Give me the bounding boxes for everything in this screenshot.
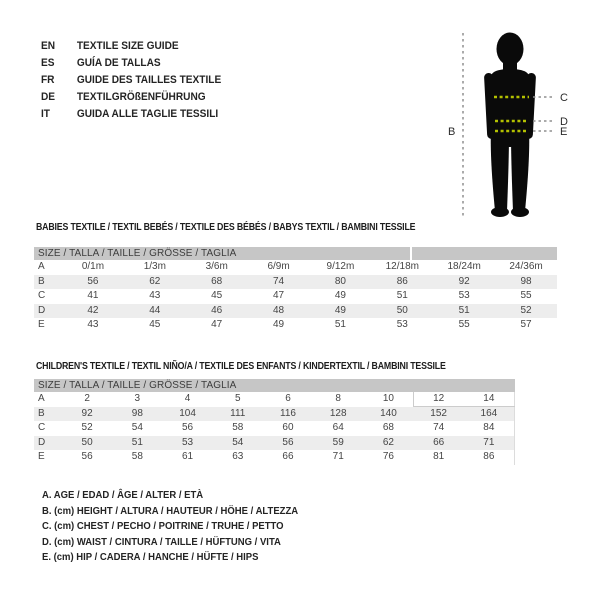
size-value: 54 (131, 422, 143, 434)
measurement-legend (42, 488, 312, 566)
language-row-it (41, 105, 221, 122)
size-value: 71 (483, 436, 495, 448)
row-letter: A (38, 393, 45, 404)
size-value: 74 (433, 422, 445, 434)
size-value: 55 (520, 290, 532, 302)
row-letter: B (38, 407, 45, 419)
size-value: 0/1m (81, 261, 105, 272)
babies-row-b (34, 275, 557, 290)
language-title: GUIDA ALLE TAGLIE TESSILI (76, 107, 219, 120)
row-letter: B (38, 275, 45, 287)
size-value: 128 (329, 407, 347, 419)
size-value: 66 (433, 436, 445, 448)
babies-size-header: SIZE / TALLA / TAILLE / GRÖSSE / TAGLIA (34, 247, 557, 260)
size-value: 47 (211, 319, 223, 331)
babies-section-title: BABIES TEXTILE / TEXTIL BEBÉS / TEXTILE DES BÉBÉS / BABYS TEXTIL / BAMBINI TESSILE (36, 222, 416, 233)
language-row-fr (41, 71, 221, 88)
size-value: 164 (480, 407, 498, 419)
size-value: 56 (81, 451, 93, 463)
size-value: 84 (483, 422, 495, 434)
size-value: 2 (84, 393, 90, 404)
size-value: 44 (149, 304, 161, 316)
size-value: 51 (131, 436, 143, 448)
size-value: 43 (87, 319, 99, 331)
babies-row-d (34, 304, 557, 319)
size-value: 104 (179, 407, 196, 419)
size-value: 56 (181, 422, 194, 434)
row-letter: A (38, 261, 45, 272)
hip-label: E (560, 126, 568, 138)
size-value: 98 (131, 407, 143, 419)
size-value: 57 (520, 319, 532, 331)
language-code: DE (41, 90, 56, 103)
size-value: 1/3m (143, 261, 166, 272)
size-value: 66 (282, 451, 294, 463)
row-letter: C (38, 422, 46, 434)
language-title: TEXTILGRÖßENFÜHRUNG (76, 90, 206, 103)
size-value: 58 (131, 451, 143, 463)
babies-table-rows (34, 260, 557, 333)
size-value: 71 (332, 451, 344, 463)
size-value: 24/36m (509, 261, 543, 272)
babies-header-notch-artifact (410, 247, 412, 261)
legend-line-d: D. (cm) WAIST / CINTURA / TAILLE / HÜFTUNG / VITA (42, 536, 281, 548)
size-value: 56 (282, 436, 294, 448)
size-value: 92 (81, 407, 93, 419)
size-value: 47 (273, 290, 285, 302)
size-value: 46 (211, 304, 223, 316)
language-list (41, 37, 237, 122)
legend-line-b: B. (cm) HEIGHT / ALTURA / HAUTEUR / HÖHE / ALTEZZA (42, 505, 299, 517)
language-title: GUIDE DES TAILLES TEXTILE (76, 73, 222, 86)
size-value: 49 (334, 304, 346, 316)
size-value: 4 (184, 393, 191, 404)
size-value: 80 (334, 275, 346, 287)
children-section-title: CHILDREN'S TEXTILE / TEXTIL NIÑO/A / TEXTILE DES ENFANTS / KINDERTEXTIL / BAMBINI TESSILE (36, 361, 446, 372)
chest-label: C (560, 92, 568, 104)
row-letter: C (38, 290, 46, 302)
size-value: 51 (458, 304, 470, 316)
size-value: 52 (81, 422, 93, 434)
legend-line-e: E. (cm) HIP / CADERA / HANCHE / HÜFTE / HIPS (42, 552, 259, 564)
language-code: ES (41, 56, 55, 69)
size-value: 64 (332, 422, 344, 434)
child-measurement-figure (440, 15, 600, 225)
height-label: B (448, 126, 456, 138)
size-value: 53 (396, 319, 408, 331)
size-value: 51 (334, 319, 346, 331)
language-title: GUÍA DE TALLAS (76, 56, 161, 69)
size-value: 10 (382, 393, 394, 404)
size-value: 140 (380, 407, 397, 419)
size-value: 48 (273, 304, 285, 316)
babies-size-table (34, 247, 557, 333)
size-value: 52 (520, 304, 532, 316)
children-row-e (34, 450, 514, 465)
children-size-header: SIZE / TALLA / TAILLE / GRÖSSE / TAGLIA (34, 379, 515, 392)
legend-line-c: C. (cm) CHEST / PECHO / POITRINE / TRUHE / PETTO (42, 521, 284, 533)
size-value: 53 (458, 290, 470, 302)
size-value: 68 (211, 275, 223, 287)
children-row-c (34, 421, 514, 436)
language-row-es (41, 54, 221, 71)
size-value: 3/6m (205, 261, 228, 272)
size-value: 9/12m (326, 261, 355, 272)
row-letter: E (38, 319, 45, 331)
size-value: 92 (458, 275, 470, 287)
waist-label: D (560, 116, 568, 128)
size-value: 59 (332, 436, 344, 448)
size-value: 81 (433, 451, 445, 463)
size-value: 54 (232, 436, 244, 448)
size-value: 62 (149, 275, 161, 287)
size-value: 76 (382, 451, 394, 463)
size-value: 49 (273, 319, 285, 331)
size-value: 68 (382, 422, 394, 434)
row-letter: E (38, 451, 45, 463)
size-value: 8 (335, 393, 341, 404)
size-value: 45 (149, 319, 161, 331)
size-value: 116 (280, 407, 296, 419)
size-value: 86 (396, 275, 408, 287)
size-value: 63 (232, 451, 244, 463)
language-row-de (41, 88, 221, 105)
size-value: 86 (483, 451, 495, 463)
child-silhouette-icon (484, 33, 536, 218)
size-value: 111 (230, 407, 246, 419)
size-value: 18/24m (447, 261, 481, 272)
size-value: 14 (483, 393, 495, 404)
babies-row-a (34, 260, 557, 275)
size-value: 6/9m (267, 261, 290, 272)
language-code: IT (41, 107, 50, 120)
size-value: 60 (282, 422, 294, 434)
size-value: 61 (181, 451, 194, 463)
size-value: 41 (87, 290, 99, 302)
size-value: 62 (382, 436, 394, 448)
size-value: 43 (149, 290, 161, 302)
size-value: 45 (211, 290, 223, 302)
babies-row-c (34, 289, 557, 304)
size-value: 50 (396, 304, 408, 316)
size-value: 152 (430, 407, 447, 419)
size-value: 51 (396, 290, 408, 302)
row-letter: D (38, 304, 46, 316)
size-value: 5 (234, 393, 241, 404)
row-letter: D (38, 436, 46, 448)
size-value: 12 (433, 393, 445, 404)
language-code: FR (41, 73, 55, 86)
size-value: 74 (273, 275, 285, 287)
children-row-d (34, 436, 514, 451)
language-row-en (41, 37, 221, 54)
size-value: 6 (285, 393, 291, 404)
size-value: 55 (458, 319, 470, 331)
babies-row-e (34, 318, 557, 333)
legend-line-a: A. AGE / EDAD / ÂGE / ALTER / ETÀ (42, 490, 204, 501)
size-value: 42 (87, 304, 99, 316)
size-value: 12/18m (385, 261, 419, 272)
language-code: EN (41, 39, 56, 52)
children-cell-box-artifact (413, 392, 515, 407)
language-title: TEXTILE SIZE GUIDE (76, 39, 179, 52)
size-value: 98 (520, 275, 532, 287)
size-value: 49 (334, 290, 346, 302)
size-value: 56 (87, 275, 99, 287)
size-value: 53 (181, 436, 194, 448)
size-value: 58 (232, 422, 244, 434)
size-value: 3 (134, 393, 141, 404)
children-row-b (34, 407, 514, 422)
size-value: 50 (81, 436, 93, 448)
